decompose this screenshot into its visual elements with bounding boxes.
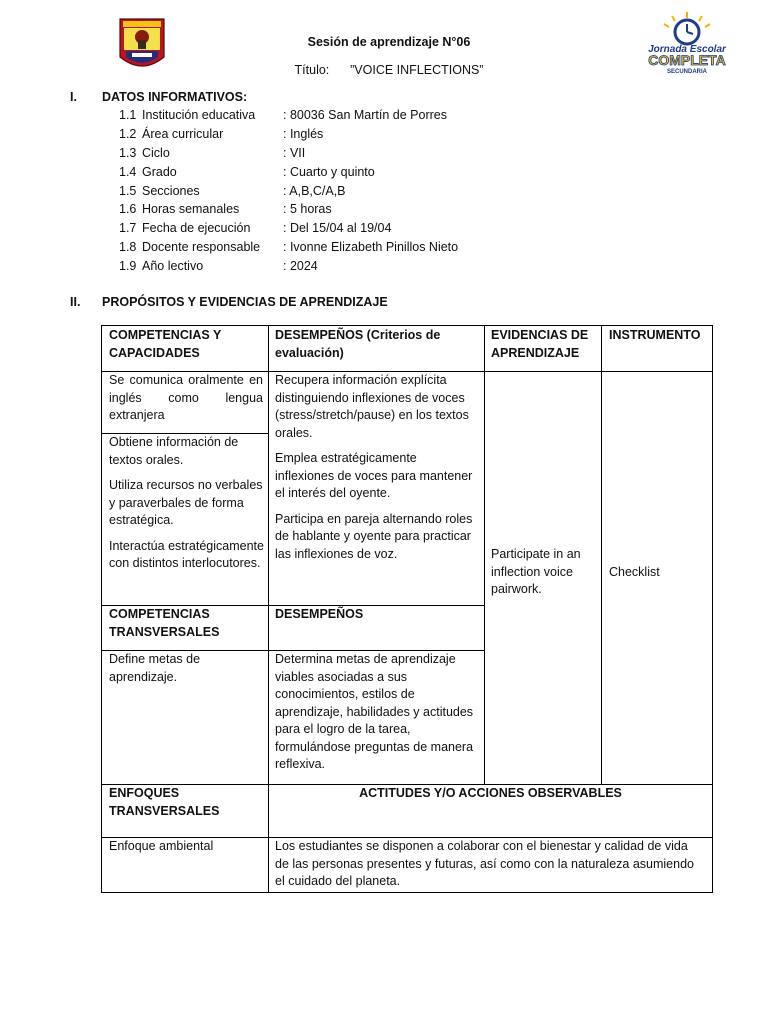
header-desempenos: DESEMPEÑOS (Criterios de evaluación)	[275, 328, 441, 360]
info-label: Docente responsable	[142, 240, 261, 254]
svg-text:COMPLETA: COMPLETA	[648, 52, 726, 68]
info-label: Institución educativa	[142, 108, 256, 122]
header-evidencias: EVIDENCIAS DE APRENDIZAJE	[491, 328, 589, 360]
desempeno-item: Recupera información explícita distinguiendo inflexiones de voces (stress/stretch/pause) en los textos orales.	[275, 373, 469, 440]
info-row	[119, 240, 719, 258]
section-2-number: II.	[70, 295, 81, 309]
svg-text:SECUNDARIA: SECUNDARIA	[666, 69, 708, 74]
section-1-title: DATOS INFORMATIVOS:	[102, 90, 248, 104]
info-num: 1.7	[119, 221, 137, 235]
info-value: : 80036 San Martín de Porres	[283, 108, 447, 122]
transversal-competencia-cell: Define metas de aprendizaje.	[109, 652, 201, 684]
info-value: : Inglés	[283, 127, 324, 141]
transversal-desempeno-cell: Determina metas de aprendizaje viables asociadas a sus conocimientos, estilos de aprendizaje, habilidades y actitudes para el logro de la tarea, formulándose preguntas de manera reflexiva.	[275, 652, 474, 771]
info-num: 1.6	[119, 202, 137, 216]
session-title: Sesión de aprendizaje N°06	[307, 35, 471, 49]
info-row	[119, 259, 719, 277]
capacidades-cell	[109, 434, 264, 581]
actitud-cell: Los estudiantes se disponen a colaborar con el bienestar y calidad de vida de las personas presentes y futuras, así como con la naturaleza asumiendo el cuidado del planeta.	[275, 839, 694, 888]
info-row	[119, 127, 719, 145]
info-label: Fecha de ejecución	[142, 221, 251, 235]
desempeno-item: Participa en pareja alternando roles de hablante y oyente para practicar las inflexiones de voz.	[275, 511, 473, 561]
info-row	[119, 221, 719, 239]
info-value: : Ivonne Elizabeth Pinillos Nieto	[283, 240, 459, 254]
desempenos-cell	[275, 372, 479, 571]
header-instrumento: INSTRUMENTO	[609, 328, 701, 342]
info-value: : 2024	[283, 259, 318, 273]
info-label: Secciones	[142, 184, 200, 198]
info-num: 1.2	[119, 127, 137, 141]
info-value: : A,B,C/A,B	[283, 184, 346, 198]
instrumento-cell: Checklist	[609, 565, 660, 579]
info-value: : 5 horas	[283, 202, 332, 216]
header-actitudes: ACTITUDES Y/O ACCIONES OBSERVABLES	[359, 786, 622, 800]
section-2-title: PROPÓSITOS Y EVIDENCIAS DE APRENDIZAJE	[102, 295, 388, 309]
competencia-cell: Se comunica oralmente en inglés como lengua extranjera	[109, 373, 263, 422]
section-1-number: I.	[70, 90, 77, 104]
subtitle-value: ”VOICE INFLECTIONS”	[350, 63, 484, 77]
info-num: 1.1	[119, 108, 137, 122]
svg-text:Jornada Escolar: Jornada Escolar	[648, 44, 726, 55]
info-num: 1.5	[119, 184, 137, 198]
info-row	[119, 202, 719, 220]
capacidad-item: Obtiene información de textos orales.	[109, 435, 239, 467]
capacidad-item: Interactúa estratégicamente con distintos interlocutores.	[109, 538, 264, 570]
header-competencias: COMPETENCIAS Y CAPACIDADES	[109, 328, 222, 360]
info-value: : Cuarto y quinto	[283, 165, 375, 179]
header-competencias-transversales: COMPETENCIAS TRANSVERSALES	[109, 607, 220, 639]
info-label: Área curricular	[142, 127, 224, 141]
info-value: : Del 15/04 al 19/04	[283, 221, 392, 235]
info-num: 1.8	[119, 240, 137, 254]
info-num: 1.9	[119, 259, 137, 273]
subtitle-label: Título:	[294, 63, 330, 77]
info-value: : VII	[283, 146, 306, 160]
purposes-table	[101, 325, 713, 893]
capacidad-item: Utiliza recursos no verbales y paraverbales de forma estratégica.	[109, 478, 263, 527]
info-row	[119, 146, 719, 164]
info-label: Ciclo	[142, 146, 170, 160]
info-label: Grado	[142, 165, 177, 179]
session-subtitle	[0, 63, 768, 77]
desempeno-item: Emplea estratégicamente inflexiones de voces para mantener el interés del oyente.	[275, 451, 473, 500]
info-num: 1.3	[119, 146, 137, 160]
info-row	[119, 184, 719, 202]
info-row	[119, 165, 719, 183]
header-desempenos-transversales: DESEMPEÑOS	[275, 607, 364, 621]
header-enfoques: ENFOQUES TRANSVERSALES	[109, 786, 220, 818]
info-label: Año lectivo	[142, 259, 204, 273]
info-row	[119, 108, 719, 126]
info-num: 1.4	[119, 165, 137, 179]
info-label: Horas semanales	[142, 202, 240, 216]
enfoque-cell: Enfoque ambiental	[109, 839, 214, 853]
evidencia-cell: Participate in an inflection voice pairwork.	[491, 547, 581, 596]
